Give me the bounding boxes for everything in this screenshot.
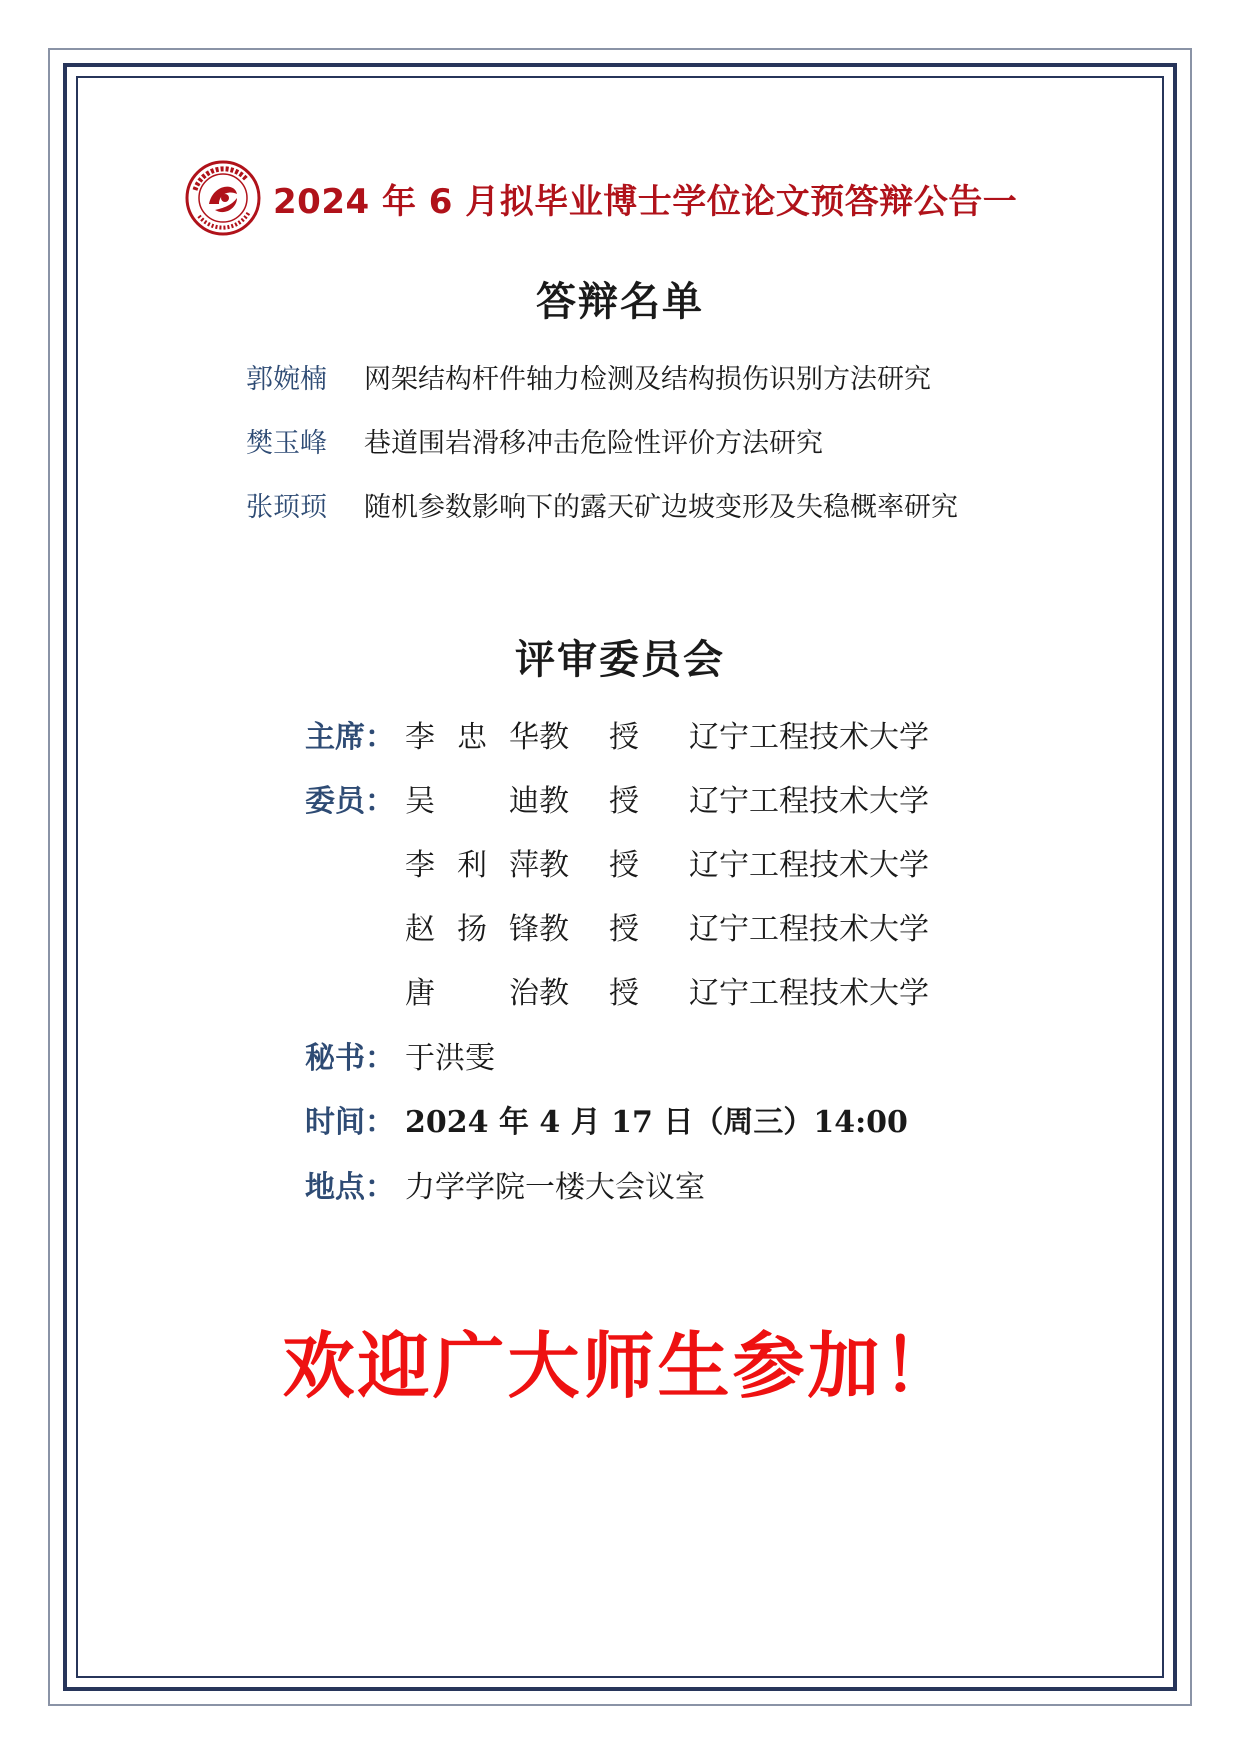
committee-member-row: [305, 776, 929, 820]
member-name: 吴 迪: [405, 784, 539, 819]
committee-member-row: [305, 968, 929, 1012]
member-title: 教 授: [539, 976, 639, 1011]
secretary-label: 秘书：: [305, 1041, 395, 1076]
member-org: 辽宁工程技术大学: [689, 848, 929, 883]
candidate-topic: 随机参数影响下的露天矿边坡变形及失稳概率研究: [364, 491, 958, 523]
member-org: 辽宁工程技术大学: [689, 784, 929, 819]
candidate-row: [246, 420, 823, 460]
member-title: 教 授: [539, 720, 639, 755]
defense-list-heading: 答辩名单: [536, 279, 704, 325]
announcement-header: [185, 158, 1017, 238]
member-title: 教 授: [539, 848, 639, 883]
defense-time: 2024 年 4 月 17 日（周三）14:00: [405, 1105, 908, 1140]
candidate-topic: 巷道围岩滑移冲击危险性评价方法研究: [364, 427, 823, 459]
member-name: 唐 治: [405, 976, 539, 1011]
member-name: 李 忠 华: [405, 720, 539, 755]
candidate-row: [246, 484, 958, 524]
university-logo-icon: [185, 160, 261, 236]
member-org: 辽宁工程技术大学: [689, 720, 929, 755]
welcome-banner: 欢迎广大师生参加！: [282, 1324, 958, 1408]
member-label: 委员：: [305, 784, 395, 819]
member-org: 辽宁工程技术大学: [689, 912, 929, 947]
member-title: 教 授: [539, 912, 639, 947]
time-row: [305, 1097, 908, 1141]
secretary-name: 于洪雯: [405, 1041, 495, 1076]
place-row: [305, 1162, 705, 1206]
candidate-topic: 网架结构杆件轴力检测及结构损伤识别方法研究: [364, 363, 931, 395]
candidate-row: [246, 356, 931, 396]
secretary-row: [305, 1033, 495, 1077]
member-name: 李 利 萍: [405, 848, 539, 883]
candidate-name: 樊玉峰: [246, 427, 327, 459]
committee-member-row: [305, 840, 929, 884]
defense-place: 力学学院一楼大会议室: [405, 1170, 705, 1205]
candidate-name: 郭婉楠: [246, 363, 327, 395]
member-org: 辽宁工程技术大学: [689, 976, 929, 1011]
place-label: 地点：: [305, 1170, 395, 1205]
member-name: 赵 扬 锋: [405, 912, 539, 947]
candidate-name: 张顼顼: [246, 491, 327, 523]
committee-member-row: [305, 904, 929, 948]
time-label: 时间：: [305, 1105, 395, 1140]
committee-heading: 评审委员会: [515, 637, 725, 683]
committee-chair-row: [305, 712, 929, 756]
announcement-title: 2024 年 6 月拟毕业博士学位论文预答辩公告一: [273, 181, 1018, 222]
chair-label: 主席：: [305, 720, 395, 755]
member-title: 教 授: [539, 784, 639, 819]
